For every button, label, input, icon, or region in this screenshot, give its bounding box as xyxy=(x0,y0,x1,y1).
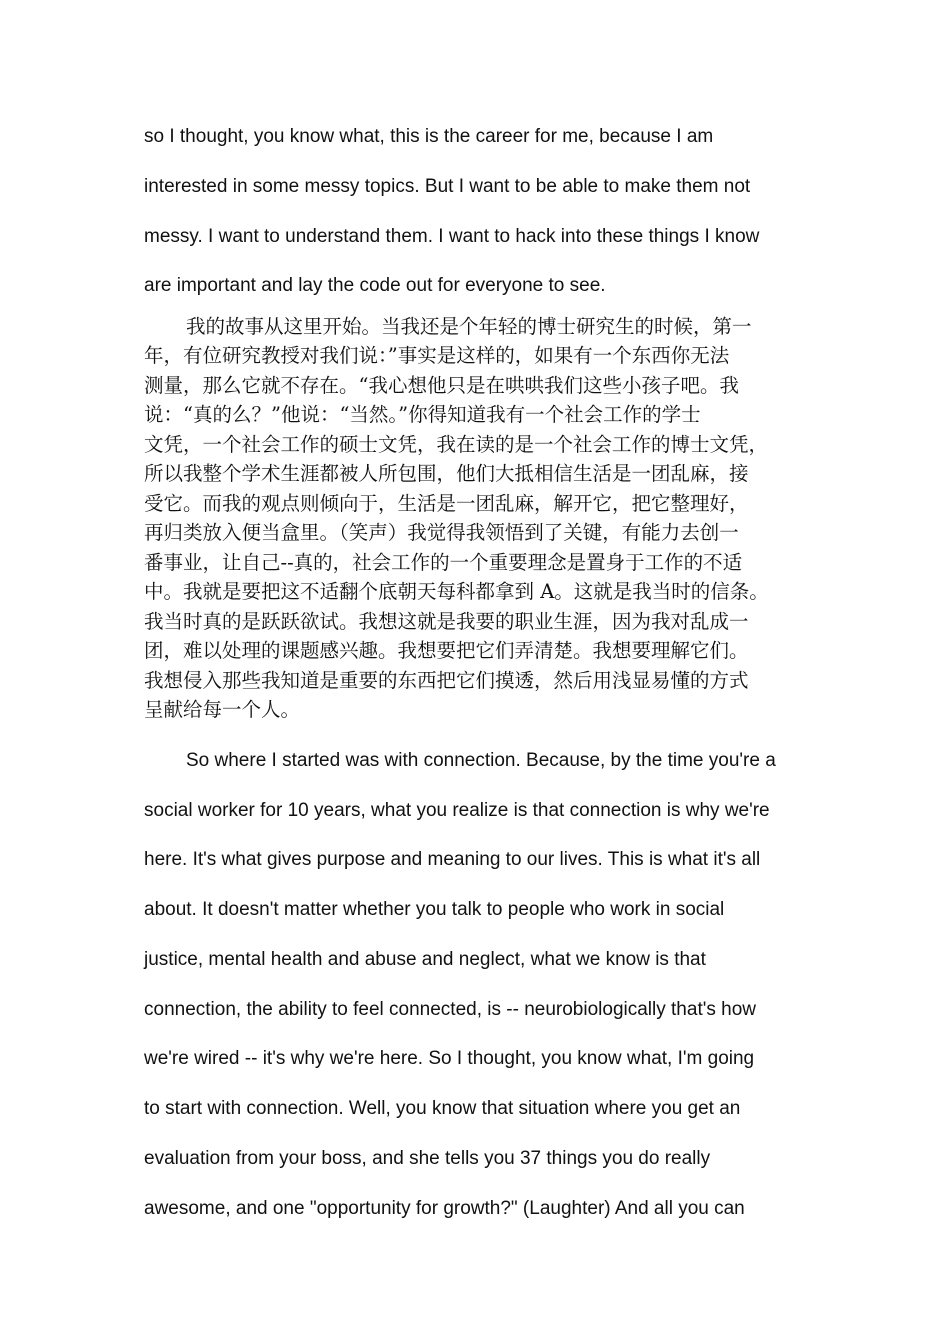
text-line: interested in some messy topics. But I want to be able to make them not xyxy=(144,176,751,197)
text-line: 再归类放入便当盒里。（笑声）我觉得我领悟到了关键，有能力去创一 xyxy=(144,521,739,544)
text-line: awesome, and one "opportunity for growth?" (Laughter) And all you can xyxy=(144,1198,745,1219)
text-line: 团，难以处理的课题感兴趣。我想要把它们弄清楚。我想要理解它们。 xyxy=(144,639,749,662)
text-line: 我的故事从这里开始。当我还是个年轻的博士研究生的时候，第一 xyxy=(186,315,752,338)
text-line: we're wired -- it's why we're here. So I thought, you know what, I'm going xyxy=(144,1048,755,1069)
text-line: connection, the ability to feel connected, is -- neurobiologically that's how xyxy=(144,999,756,1020)
text-line: 测量，那么它就不存在。“我心想他只是在哄哄我们这些小孩子吧。我 xyxy=(144,374,739,397)
text-line: 所以我整个学术生涯都被人所包围，他们大抵相信生活是一团乱麻，接 xyxy=(144,462,749,485)
text-line: So where I started was with connection. Because, by the time you're a xyxy=(186,750,776,771)
text-line: messy. I want to understand them. I want to hack into these things I know xyxy=(144,226,760,247)
text-line: 中。我就是要把这不适翻个底朝天每科都拿到 A。这就是我当时的信条。 xyxy=(144,580,769,603)
text-line: 年，有位研究教授对我们说：”事实是这样的，如果有一个东西你无法 xyxy=(144,344,730,367)
text-line: 我想侵入那些我知道是重要的东西把它们摸透，然后用浅显易懂的方式 xyxy=(144,669,749,692)
text-line: 说：“真的么？”他说：“当然。”你得知道我有一个社会工作的学士 xyxy=(144,403,701,426)
text-line: about. It doesn't matter whether you talk to people who work in social xyxy=(144,899,725,920)
text-line: to start with connection. Well, you know that situation where you get an xyxy=(144,1098,741,1119)
text-line: so I thought, you know what, this is the career for me, because I am xyxy=(144,126,714,147)
text-line: social worker for 10 years, what you realize is that connection is why we're xyxy=(144,800,770,821)
text-line: here. It's what gives purpose and meaning to our lives. This is what it's all xyxy=(144,849,761,870)
text-line: are important and lay the code out for everyone to see. xyxy=(144,275,606,296)
text-line: 呈献给每一个人。 xyxy=(144,698,301,721)
text-line: evaluation from your boss, and she tells you 37 things you do really xyxy=(144,1148,711,1169)
text-line: 我当时真的是跃跃欲试。我想这就是我要的职业生涯，因为我对乱成一 xyxy=(144,610,749,633)
text-line: justice, mental health and abuse and neglect, what we know is that xyxy=(144,949,706,970)
text-line: 受它。而我的观点则倾向于，生活是一团乱麻，解开它，把它整理好， xyxy=(144,492,749,515)
text-line: 文凭，一个社会工作的硕士文凭，我在读的是一个社会工作的博士文凭， xyxy=(144,433,769,456)
text-line: 番事业，让自己--真的，社会工作的一个重要理念是置身于工作的不适 xyxy=(144,551,743,574)
